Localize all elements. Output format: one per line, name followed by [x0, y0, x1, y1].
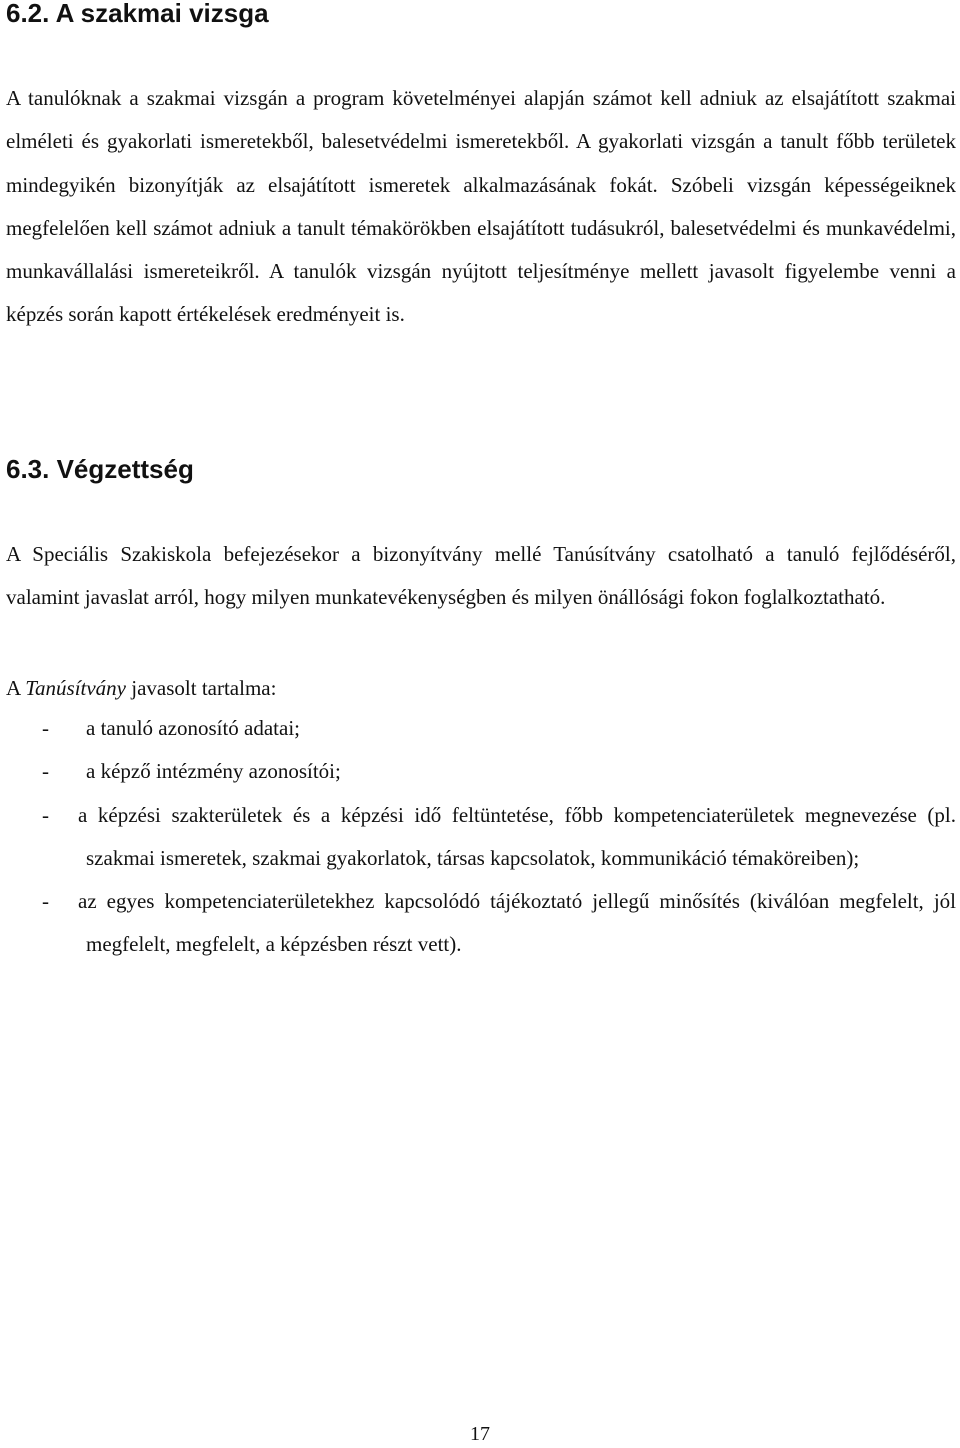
list-dash-marker: -: [42, 759, 49, 784]
list-item: [6, 707, 956, 750]
list-dash-marker: -: [42, 889, 49, 914]
list-intro-suffix: javasolt tartalma:: [126, 676, 277, 700]
list-dash-marker: -: [42, 716, 49, 740]
section-heading-vegzettseg: 6.3. Végzettség: [6, 454, 194, 484]
list-item: [6, 750, 956, 793]
list-intro-prefix: A: [6, 676, 26, 700]
list-item: [6, 880, 956, 967]
section-heading-szakmai-vizsga: 6.2. A szakmai vizsga: [6, 0, 269, 28]
list-intro: [6, 667, 956, 710]
page-number: 17: [470, 1423, 490, 1445]
list-item-text: az egyes kompetenciaterületekhez kapcsolódó tájékoztató jellegű minősítés (kiválóan megfelelt, jól megfelelt, megfelelt, a képzésben részt vett).: [78, 889, 956, 957]
list-item: [6, 794, 956, 881]
paragraph-szakmai-vizsga: A tanulóknak a szakmai vizsgán a program követelményei alapján számot kell adniuk az elsajátított szakmai elméleti és gyakorlati ismeretekből, balesetvédelmi ismeretekből. A gyakorlati vizsgán a tanult főbb területek mindegyikén bizonyítják az elsajátított ismeretek alkalmazásának fokát. Szóbeli vizsgán képességeiknek megfelelően kell számot adniuk a tanult témakörökben elsajátított tudásukról, balesetvédelmi és munkavédelmi, munkavállalási ismereteikről. A tanulók vizsgán nyújtott teljesítménye mellett javasolt figyelembe venni a képzés során kapott értékelések eredményeit is.: [6, 86, 956, 327]
list-item-text: a képző intézmény azonosítói;: [86, 759, 341, 784]
list-intro-emphasis: Tanúsítvány: [25, 676, 126, 700]
list-dash-marker: -: [42, 802, 49, 827]
list-item-text: a képzési szakterületek és a képzési idő feltüntetése, főbb kompetenciaterületek megnevezése (pl. szakmai ismeretek, szakmai gyakorlatok, társas kapcsolatok, kommunikáció témaköreiben);: [78, 802, 956, 870]
paragraph-vegzettseg: A Speciális Szakiskola befejezésekor a bizonyítvány mellé Tanúsítvány csatolható a tanuló fejlődéséről, valamint javaslat arról, hogy milyen munkatevékenységben és milyen önállósági fokon foglalkoztatható.: [6, 542, 956, 610]
tanusitvany-content-list: [6, 707, 956, 967]
list-item-text: a tanuló azonosító adatai;: [86, 716, 301, 740]
